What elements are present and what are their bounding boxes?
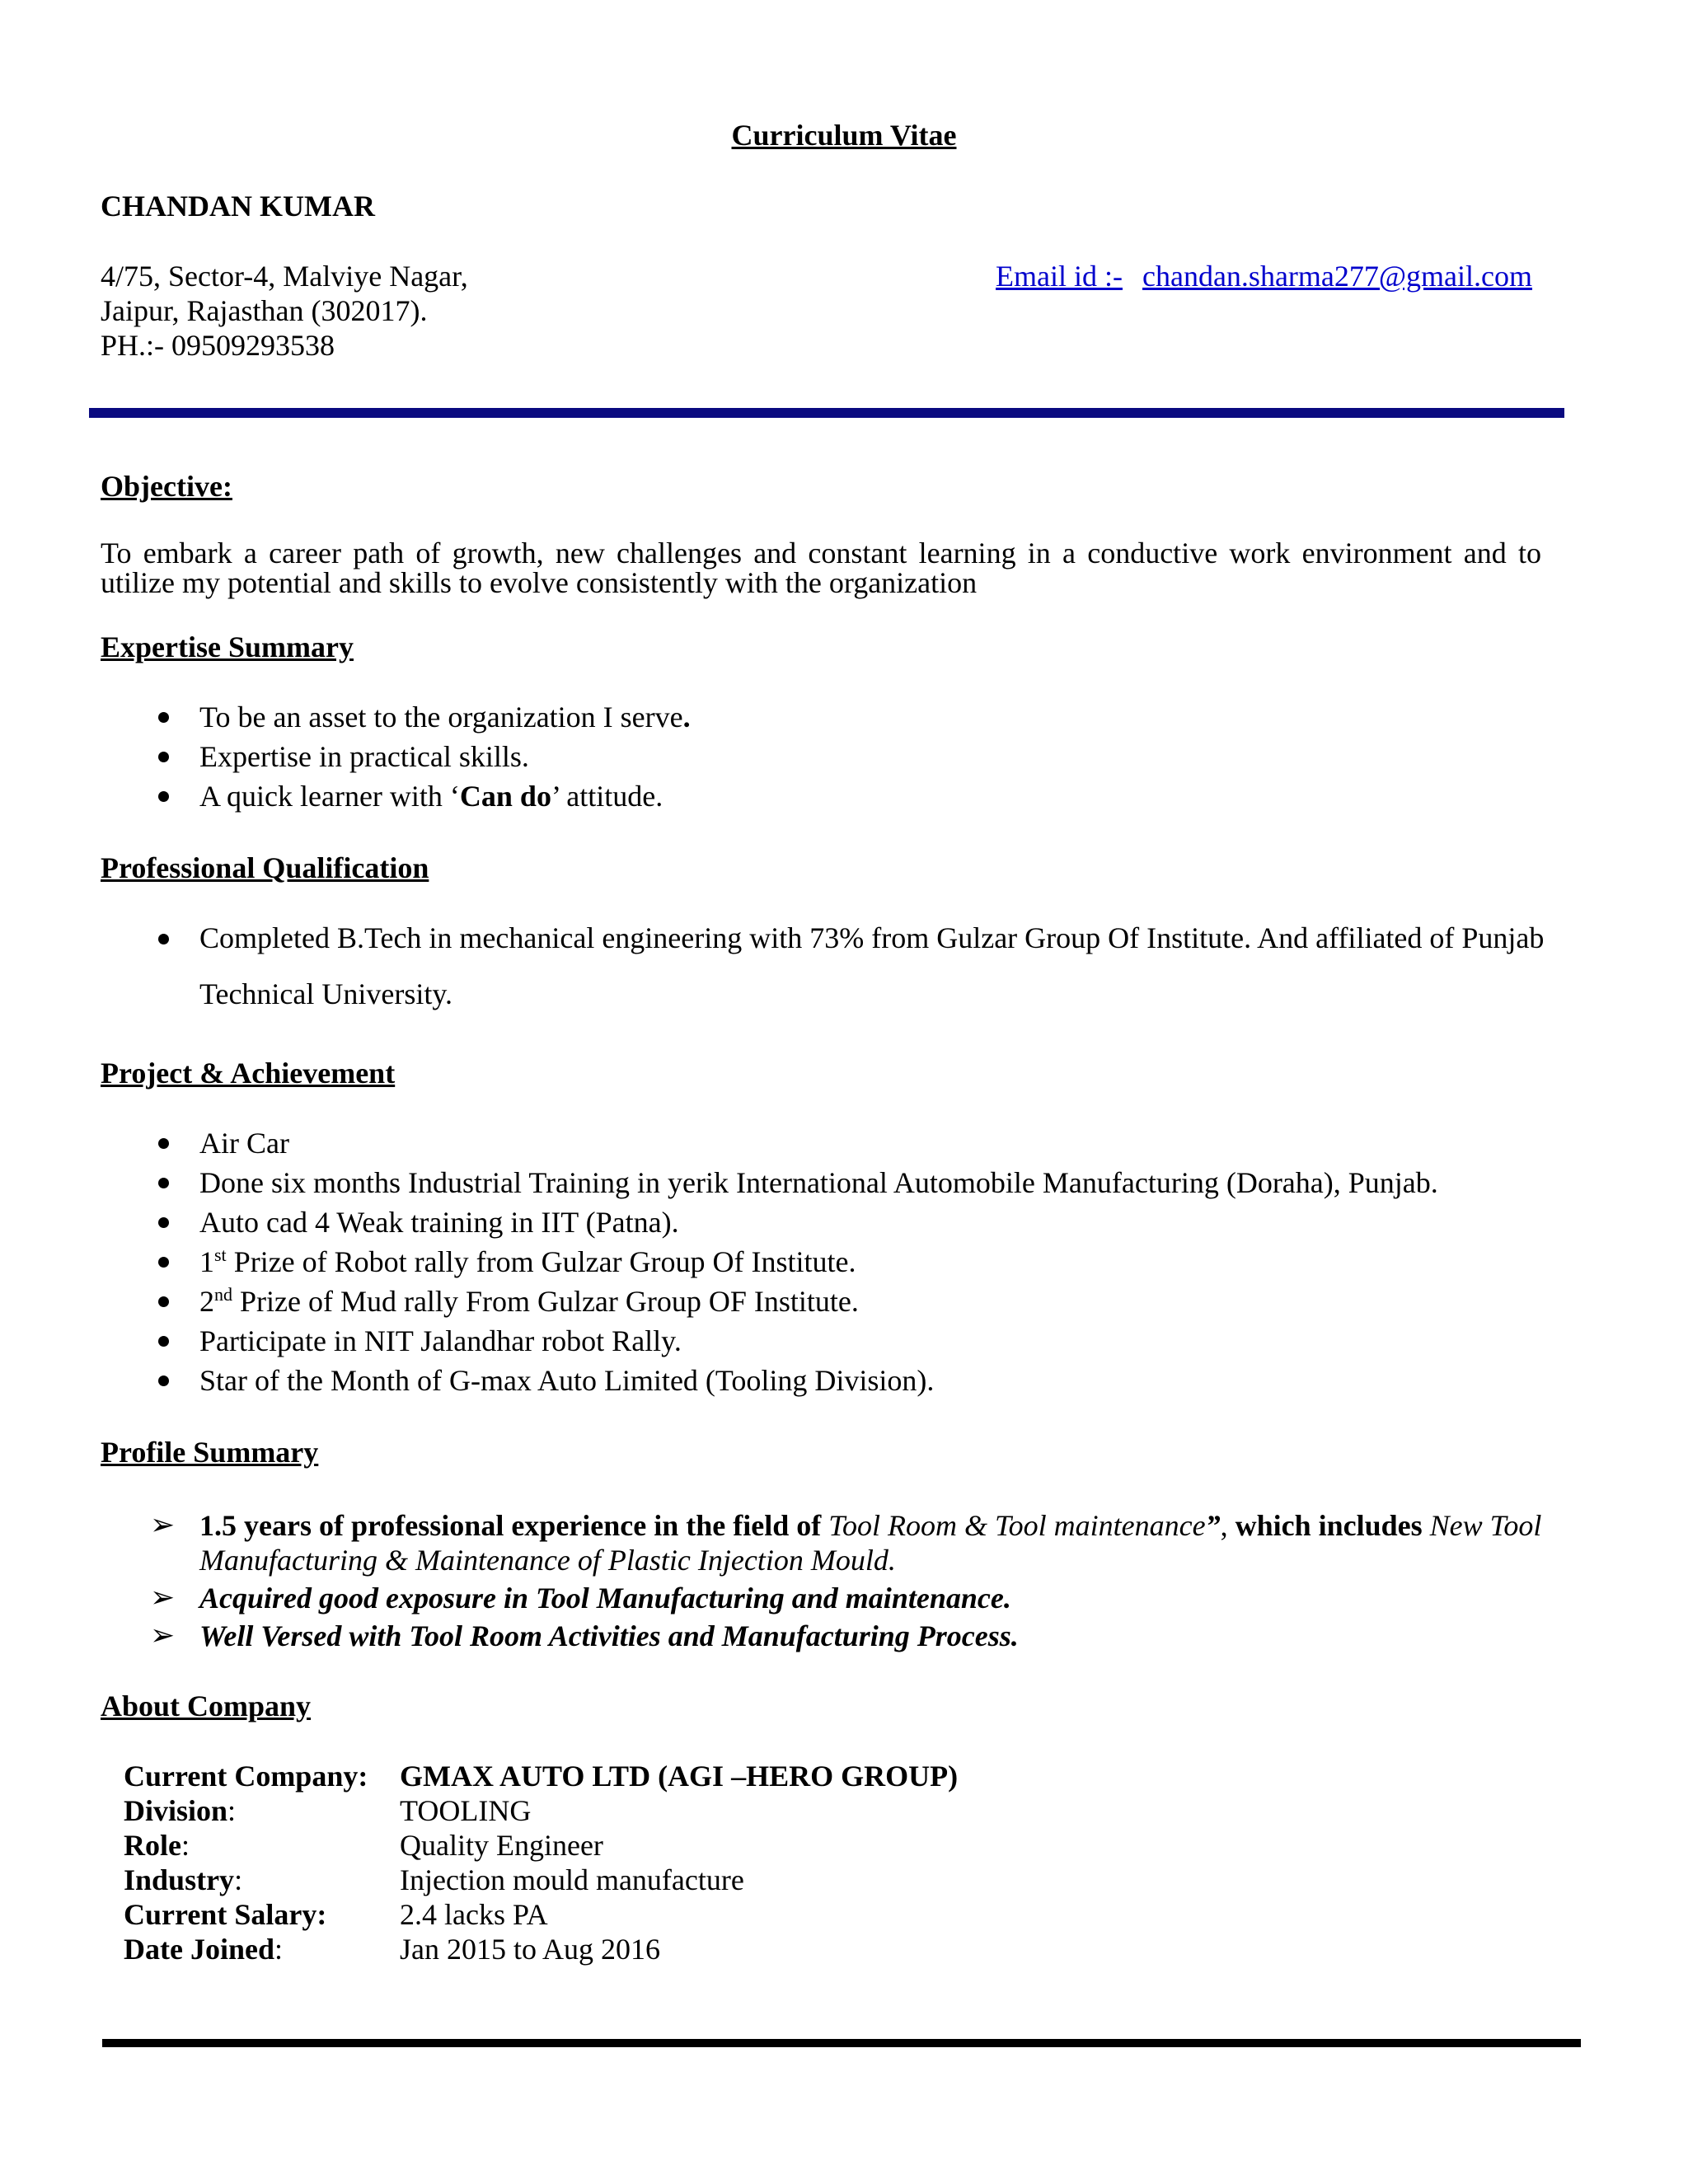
company-row xyxy=(124,1828,190,1863)
profile-item xyxy=(199,1508,1541,1543)
objective-line-1-text: To embark a career path of growth, new challenges and constant learning in a conductive work environment and to xyxy=(101,537,1541,569)
project-item-superscript: st xyxy=(214,1244,227,1265)
address-line-2: Jaipur, Rajasthan (302017). xyxy=(101,294,428,327)
email-label[interactable]: Email id :- xyxy=(996,260,1123,293)
expertise-item-period: . xyxy=(682,701,691,733)
company-value: Injection mould manufacture xyxy=(400,1863,744,1896)
qualification-line-2: Technical University. xyxy=(199,977,453,1010)
qualification-line-1: Completed B.Tech in mechanical engineering with 73% from Gulzar Group Of Institute. And affiliated of Punjab xyxy=(199,921,1545,954)
projects-heading: Project & Achievement xyxy=(101,1057,396,1090)
bullet xyxy=(158,934,169,944)
company-value: Quality Engineer xyxy=(400,1829,603,1862)
project-item: Participate in NIT Jalandhar robot Rally. xyxy=(199,1324,682,1357)
bullet xyxy=(158,1376,169,1386)
profile-item-line-2: Manufacturing & Maintenance of Plastic Injection Mould. xyxy=(199,1544,896,1577)
header-divider xyxy=(89,408,1564,418)
bullet xyxy=(158,1217,169,1228)
company-value: 2.4 lacks PA xyxy=(400,1898,548,1931)
profile-item: Acquired good exposure in Tool Manufacturing and maintenance. xyxy=(199,1582,1011,1615)
company-label: Role xyxy=(124,1829,181,1862)
bullet xyxy=(158,1138,169,1149)
project-item-text: Prize of Robot rally from Gulzar Group Of Institute. xyxy=(226,1245,856,1278)
profile-item-bold: which includes xyxy=(1235,1509,1430,1542)
company-value: Jan 2015 to Aug 2016 xyxy=(400,1933,661,1966)
footer-divider xyxy=(102,2039,1581,2047)
qualification-heading: Professional Qualification xyxy=(101,851,429,884)
profile-item-comma: , xyxy=(1220,1509,1236,1542)
email-link[interactable]: chandan.sharma277@gmail.com xyxy=(1142,260,1533,293)
objective-text-line-2: utilize my potential and skills to evolve consistently with the organization xyxy=(101,566,978,599)
bullet xyxy=(158,1257,169,1268)
company-row xyxy=(124,1897,326,1932)
phone-number: PH.:- 09509293538 xyxy=(101,329,335,362)
expertise-item xyxy=(199,700,691,734)
project-item: Auto cad 4 Weak training in IIT (Patna). xyxy=(199,1206,679,1239)
address-line-1: 4/75, Sector-4, Malviye Nagar, xyxy=(101,260,468,293)
profile-item: Well Versed with Tool Room Activities and Manufacturing Process. xyxy=(199,1619,1019,1652)
company-value: GMAX AUTO LTD (AGI –HERO GROUP) xyxy=(400,1760,959,1793)
profile-heading: Profile Summary xyxy=(101,1436,319,1469)
project-item-number: 1 xyxy=(199,1245,214,1278)
objective-heading: Objective: xyxy=(101,470,232,503)
company-label-suffix: : xyxy=(274,1933,284,1966)
project-item-number: 2 xyxy=(199,1285,214,1318)
company-row xyxy=(124,1759,368,1793)
expertise-item-text: A quick learner with ‘ xyxy=(199,780,460,813)
arrow-bullet-icon: ➢ xyxy=(150,1619,176,1652)
document-title: Curriculum Vitae xyxy=(731,119,957,152)
project-item: Star of the Month of G-max Auto Limited (Tooling Division). xyxy=(199,1364,935,1397)
bullet xyxy=(158,791,169,802)
expertise-item-text: To be an asset to the organization I serve xyxy=(199,701,683,733)
company-label: Industry xyxy=(124,1863,235,1896)
arrow-bullet-icon: ➢ xyxy=(150,1581,176,1615)
company-label: Current Company: xyxy=(124,1760,368,1793)
project-item-superscript: nd xyxy=(214,1284,232,1305)
company-row xyxy=(124,1932,283,1966)
expertise-heading: Expertise Summary xyxy=(101,630,354,663)
project-item: Air Car xyxy=(199,1127,289,1160)
expertise-item: Expertise in practical skills. xyxy=(199,740,529,773)
profile-item-bold: 1.5 years of professional experience in the field of xyxy=(199,1509,829,1542)
profile-item-italic: Tool Room & Tool maintenance xyxy=(828,1509,1206,1542)
arrow-bullet-icon: ➢ xyxy=(150,1508,176,1542)
company-heading: About Company xyxy=(101,1690,312,1722)
bullet xyxy=(158,1336,169,1347)
company-label-suffix: : xyxy=(227,1794,237,1827)
expertise-item xyxy=(199,779,663,813)
bullet xyxy=(158,752,169,762)
project-item: Done six months Industrial Training in yerik International Automobile Manufacturing (Doraha), Punjab. xyxy=(199,1166,1438,1199)
bullet xyxy=(158,712,169,723)
candidate-name: CHANDAN KUMAR xyxy=(101,190,375,223)
company-label-suffix: : xyxy=(234,1863,243,1896)
company-label-suffix: : xyxy=(181,1829,190,1862)
project-item-text: Prize of Mud rally From Gulzar Group OF Institute. xyxy=(232,1285,859,1318)
company-label: Current Salary: xyxy=(124,1898,327,1931)
project-item xyxy=(199,1244,856,1279)
expertise-item-bold: Can do xyxy=(459,780,551,813)
company-row xyxy=(124,1863,242,1897)
company-label: Division xyxy=(124,1794,228,1827)
bullet xyxy=(158,1178,169,1188)
company-label: Date Joined xyxy=(124,1933,274,1966)
company-row xyxy=(124,1793,236,1828)
profile-item-quote: ” xyxy=(1205,1509,1221,1542)
expertise-item-text: ’ attitude. xyxy=(551,780,663,813)
project-item xyxy=(199,1284,859,1319)
bullet xyxy=(158,1296,169,1307)
profile-item-italic: New Tool xyxy=(1429,1509,1542,1542)
company-value: TOOLING xyxy=(400,1794,532,1827)
